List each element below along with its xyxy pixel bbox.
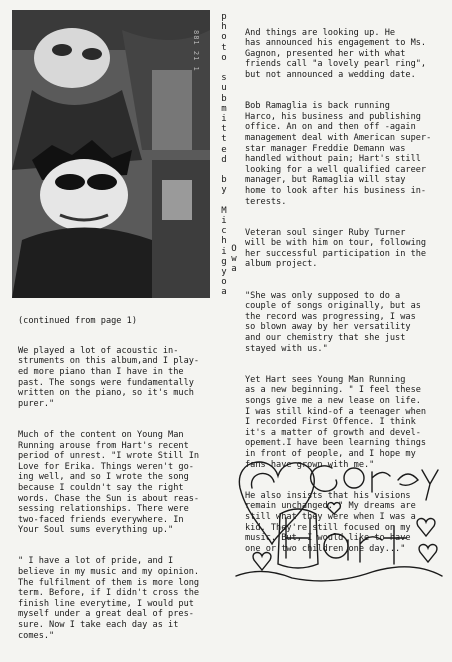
credit-letter: h <box>221 236 227 247</box>
credit-letter: w <box>231 254 237 265</box>
credit-letter: u <box>221 83 227 94</box>
hand-drawn-hearts-doodle-icon <box>232 448 446 584</box>
paragraph: " I have a lot of pride, and I believe in my music and my opinion. The fulfilment of them is more long term. Before, if I didn't cross the finish line everytime, I would put myself under a great deal of pres- sure. Now I take each day as it comes." <box>18 556 200 641</box>
credit-letter: a <box>231 264 237 275</box>
credit-letter: i <box>221 216 227 227</box>
credit-letter: o <box>221 52 227 63</box>
credit-letter: y <box>221 267 227 278</box>
credit-letter: M <box>221 205 227 216</box>
paragraph: We played a lot of acoustic in- struments on this album,and I play- ed more piano than I have in the past. The songs were fundamentally written on the piano, so it's much purer." <box>18 345 200 409</box>
credit-letter: t <box>221 42 227 53</box>
credit-letter: s <box>221 73 227 84</box>
credit-letter: c <box>221 226 227 237</box>
credit-letter: t <box>221 134 227 145</box>
paragraph: Veteran soul singer Ruby Turner will be with him on tour, following her successful participation in the album project. <box>245 227 427 270</box>
credit-letter <box>217 196 231 206</box>
credit-letter: i <box>221 114 227 125</box>
credit-letter <box>217 165 231 175</box>
paragraph: He also insists that his visions remain unchanged. " My dreams are still what they were when I was a kid. They're still focused on my music. But, I would like to have one or two children one day..." <box>245 490 416 554</box>
credit-letter: o <box>221 32 227 43</box>
credit-letter: p <box>221 12 227 22</box>
paragraph: And things are looking up. He has announced his engagement to Ms. Gagnon, presented her with what friends call "a lovely pearl ring", but not announced a wedding date. <box>245 27 427 80</box>
hand-drawn-logo <box>232 448 446 584</box>
credit-letter: b <box>221 93 227 104</box>
credit-letter: O <box>231 244 237 254</box>
credit-letter: b <box>221 175 227 186</box>
credit-letter: a <box>221 287 227 298</box>
paragraph: Much of the content on Young Man Running arouse from Hart's recent period of unrest. "I wrote Still In Love for Erika. Things weren't go- ing well, and so I wrote the song because I couldn't say the right words. Chase the Sun is about reas- sessing relationships. There were two-faced friends everywhere. In Your Soul sums everything up." <box>18 429 200 536</box>
paragraph: Bob Ramaglia is back running Harco, his business and publishing office. An on and then off -again management deal with American super- star manager Freddie Demann was handled without pain; Hart's still looking for a well qualified career manager, but Ramaglia will stay home to look after his business in- terests. <box>245 101 432 207</box>
photo-of-two-men-icon <box>12 10 210 298</box>
credit-letter: m <box>221 103 227 114</box>
credit-letter: i <box>221 246 227 257</box>
continued-note: (continued from page 1) <box>18 315 137 326</box>
credit-letter: h <box>221 22 227 33</box>
credit-letter: o <box>221 277 227 288</box>
credit-letter: g <box>221 256 227 267</box>
credit-letter <box>217 63 231 73</box>
credit-letter: y <box>221 185 227 196</box>
photo-credit-vertical-name <box>228 244 240 275</box>
left-column <box>18 305 223 662</box>
credit-letter: t <box>221 124 227 135</box>
credit-letter: d <box>221 154 227 165</box>
paragraph: Yet Hart sees Young Man Running as a new beginning. " I feel these songs give me a new lease on life. I was still kind-of a teenager when I recorded First Offence. I think it's a matter of growth and devel- opement.I have been learning things in front of people, and I hope my fans have grown with me." <box>245 374 427 470</box>
paragraph: "She was only supposed to do a couple of songs originally, but as the record was progressing, I was so blown away by her versatility and our chemistry that she just stayed with us." <box>245 290 421 354</box>
photo-stamp: 881 21 1 <box>192 30 200 72</box>
photo <box>12 10 210 298</box>
credit-letter: e <box>221 144 227 155</box>
